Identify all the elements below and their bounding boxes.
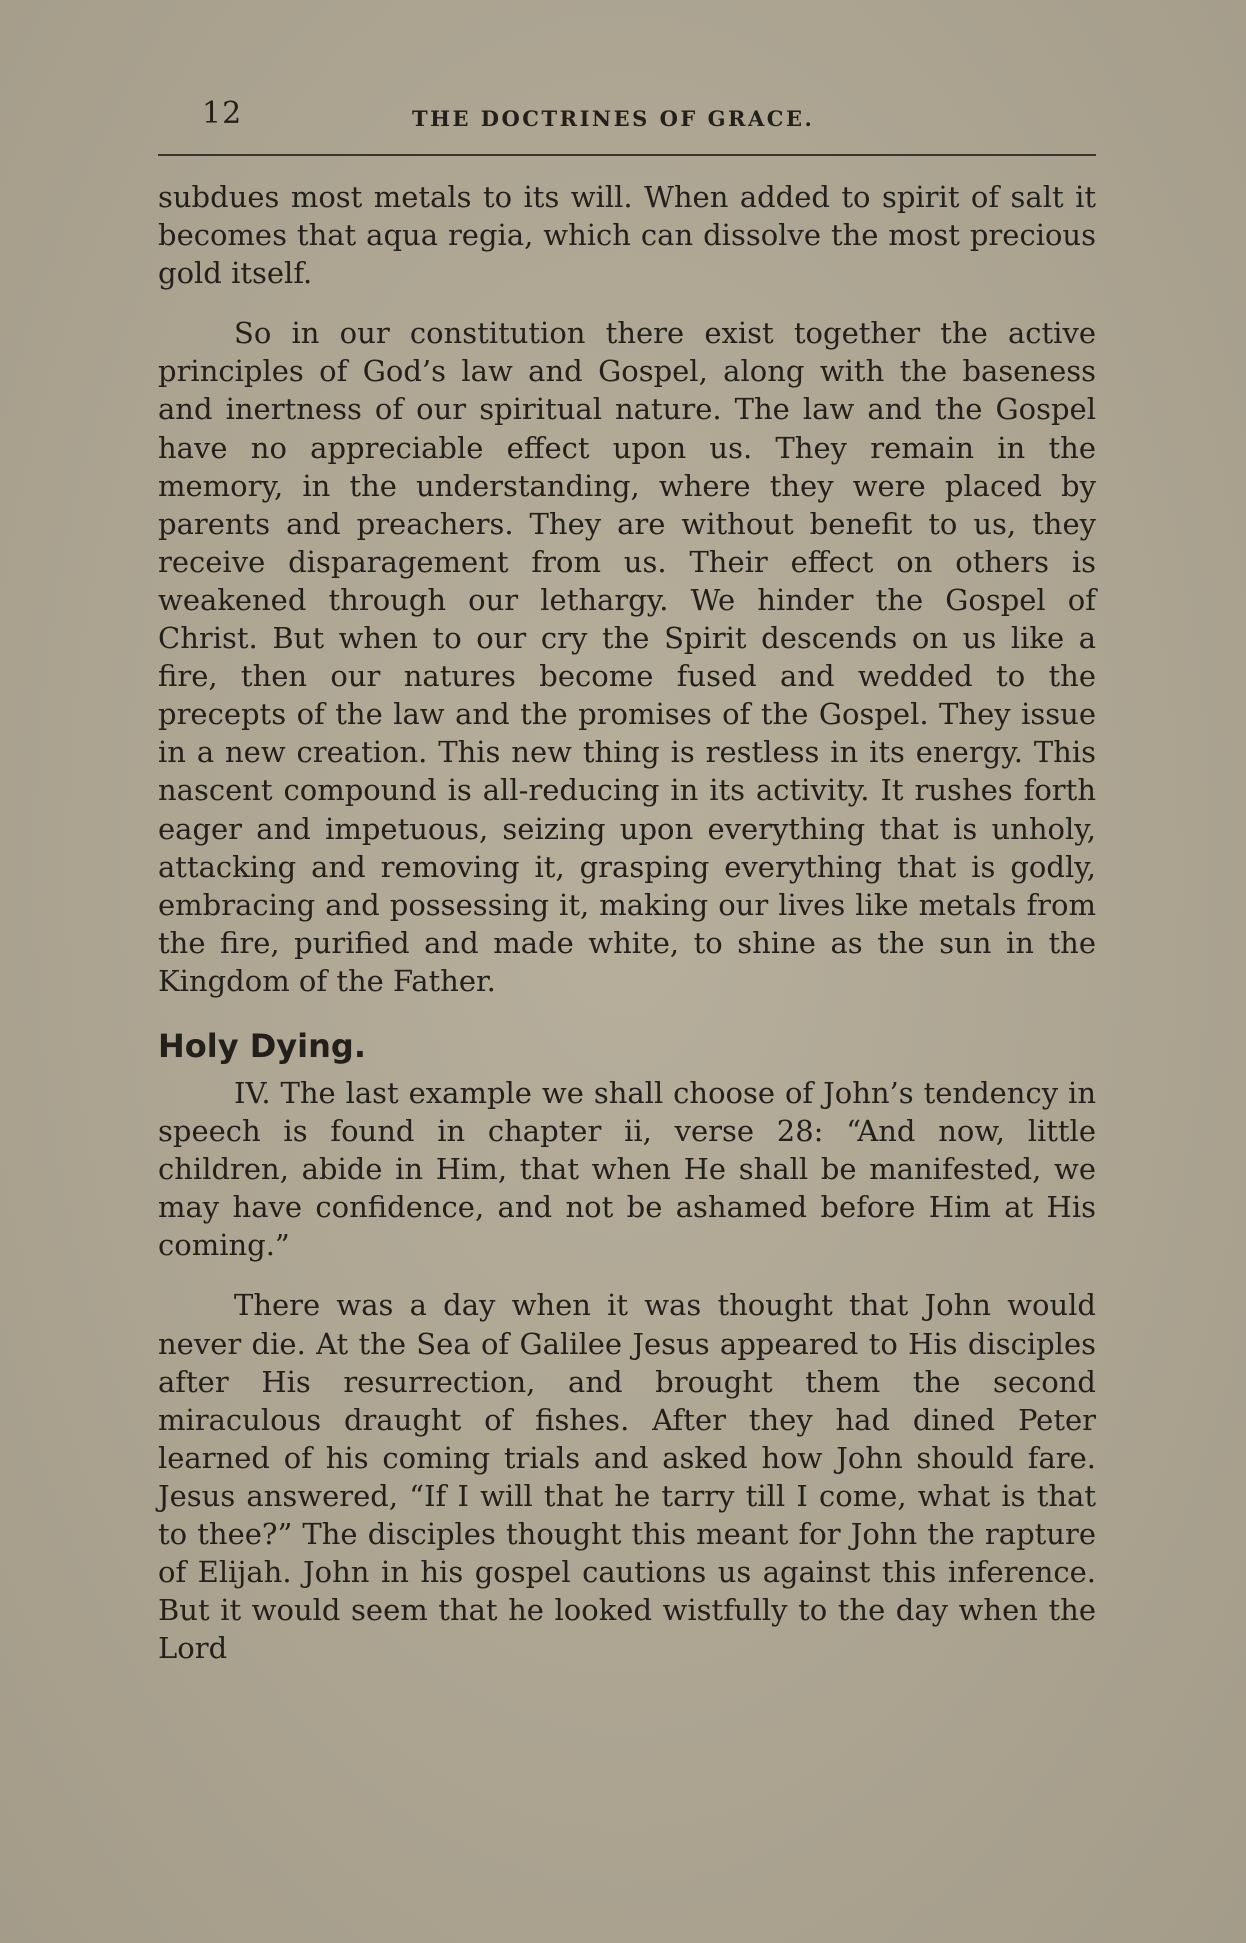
paragraph-last-example: IV. The last example we shall choose of John’s tendency in speech is found in chapter ii, verse 28: “And now, little children, abide in Him, that when He shall be manifested, we may have confidence, and not be ashamed before Him at His coming.” (158, 1075, 1096, 1263)
page-number: 12 (202, 96, 243, 131)
section-heading: Holy Dying. (158, 1026, 366, 1065)
running-head (202, 96, 1098, 140)
paragraph-john-never-die: There was a day when it was thought that John would never die. At the Sea of Galilee Jesus appeared to His disciples after His resurrection, and brought them the second miraculous draught of fishes. After they had dined Peter learned of his coming trials and asked how John should fare. Jesus answered, “If I will that he tarry till I come, what is that to thee?” The disciples thought this meant for John the rapture of Elijah. John in his gospel cautions us against this inference. But it would seem that he looked wistfully to the day when the Lord (158, 1288, 1096, 1666)
body-text (158, 178, 1096, 1667)
paragraph-constitution: So in our constitution there exist together the active principles of God’s law and Gospel, along with the baseness and inertness of our spiritual nature. The law and the Gospel have no appreciable effect upon us. They remain in the memory, in the understanding, where they were placed by parents and preachers. They are without benefit to us, they receive disparagement from us. Their effect on others is weakened through our lethargy. We hinder the Gospel of Christ. But when to our cry the Spirit descends on us like a fire, then our natures become fused and wedded to the precepts of the law and the promises of the Gospel. They issue in a new creation. This new thing is restless in its energy. This nascent compound is all-reducing in its activity. It rushes forth eager and impetuous, seizing upon everything that is unholy, attacking and removing it, grasping everything that is godly, embracing and possessing it, making our lives like metals from the fire, purified and made white, to shine as the sun in the Kingdom of the Father. (158, 316, 1096, 998)
paragraph-continued: subdues most metals to its will. When added to spirit of salt it becomes that aqua regia, which can dissolve the most precious gold itself. (158, 180, 1096, 291)
header-rule (158, 154, 1096, 156)
running-title: THE DOCTRINES OF GRACE. (412, 106, 815, 131)
